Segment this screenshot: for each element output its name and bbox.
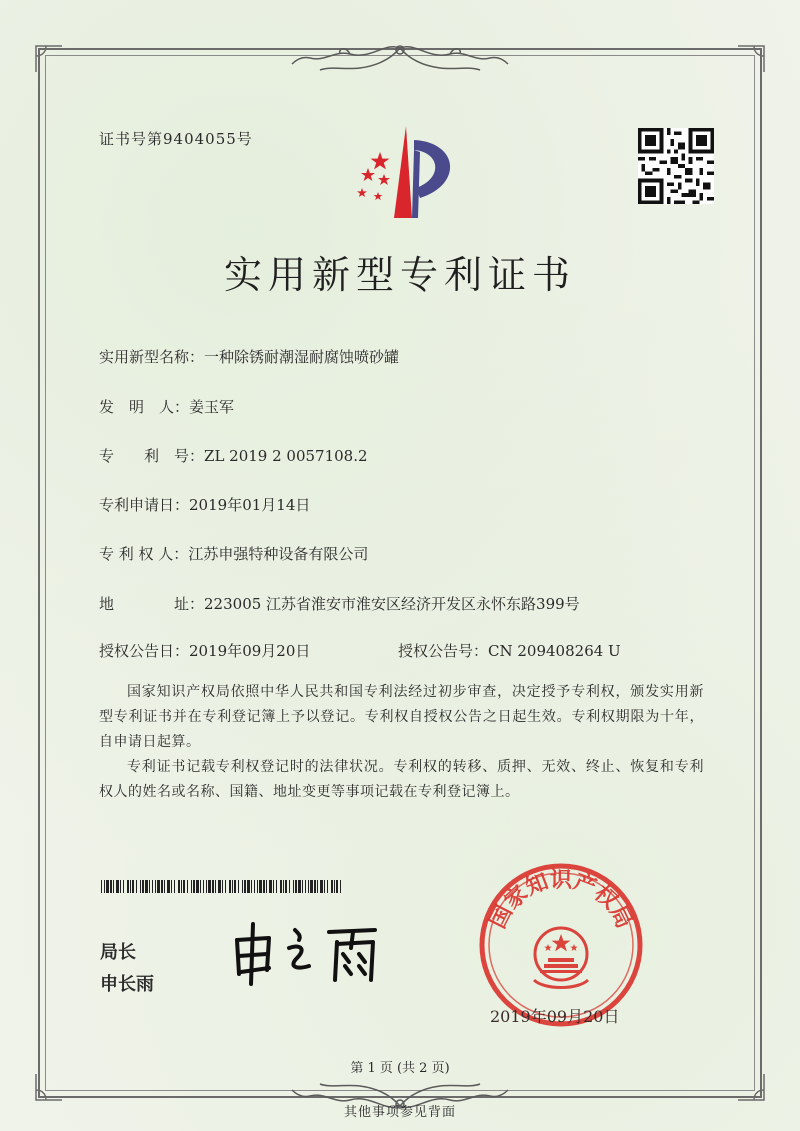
signer-title: 局长 — [100, 942, 136, 963]
field-patentee — [99, 543, 368, 564]
field-grant-number — [398, 640, 621, 661]
qr-code-icon — [638, 128, 714, 204]
field-utility-model-name — [99, 346, 399, 367]
field-label: 实用新型名称： — [99, 348, 205, 366]
certificate-number: 证书号第9404055号 — [99, 130, 253, 148]
statement-paragraph: 国家知识产权局依照中华人民共和国专利法经过初步审查，决定授予专利权，颁发实用新型专利证书并在专利登记簿上予以登记。专利权自授权公告之日起生效。专利权期限为十年，自申请日起算。 — [99, 684, 704, 750]
field-inventor — [99, 396, 234, 417]
field-value: 江苏申强特种设备有限公司 — [188, 545, 369, 563]
seal-text: 国家知识产权局 — [485, 868, 637, 933]
certificate-title: 实用新型专利证书 — [223, 253, 576, 297]
field-label: 发 明 人： — [99, 398, 190, 416]
field-value: ZL 2019 2 0057108.2 — [204, 447, 368, 465]
svg-text:国家知识产权局 — [486, 868, 637, 932]
signer-name: 申长雨 — [100, 974, 154, 995]
field-address — [99, 593, 580, 614]
field-value: 2019年01月14日 — [189, 496, 311, 514]
field-label: 专 利 权 人： — [99, 545, 189, 563]
handwritten-signature-icon — [225, 918, 395, 988]
field-label: 地 址： — [99, 595, 205, 613]
statement-paragraph: 专利证书记载专利权登记时的法律状况。专利权的转移、质押、无效、终止、恢复和专利权人的姓名或名称、国籍、地址变更等事项记载在专利登记簿上。 — [99, 759, 704, 800]
field-grant-date — [99, 640, 310, 661]
seal-date: 2019年09月20日 — [490, 1007, 620, 1026]
field-label: 专利申请日： — [99, 496, 190, 514]
field-value: 姜玉军 — [189, 398, 235, 416]
field-patent-number — [99, 445, 368, 466]
field-label: 授权公告号： — [398, 642, 489, 660]
field-label: 授权公告日： — [99, 642, 190, 660]
field-value: 223005 江苏省淮安市淮安区经济开发区永怀东路399号 — [204, 595, 580, 613]
top-ornament-icon — [290, 40, 510, 80]
page-number: 第 1 页 (共 2 页) — [350, 1061, 450, 1076]
barcode-icon — [101, 880, 341, 893]
corner-ornament-icon — [734, 42, 768, 76]
field-value: 一种除锈耐潮湿耐腐蚀喷砂罐 — [204, 348, 400, 366]
field-label: 专 利 号： — [99, 447, 205, 465]
field-application-date — [99, 494, 310, 515]
footer-note: 其他事项参见背面 — [343, 1105, 456, 1120]
cnipa-logo-icon — [340, 122, 468, 220]
field-value: CN 209408264 U — [488, 642, 621, 660]
corner-ornament-icon — [32, 42, 66, 76]
field-value: 2019年09月20日 — [189, 642, 311, 660]
